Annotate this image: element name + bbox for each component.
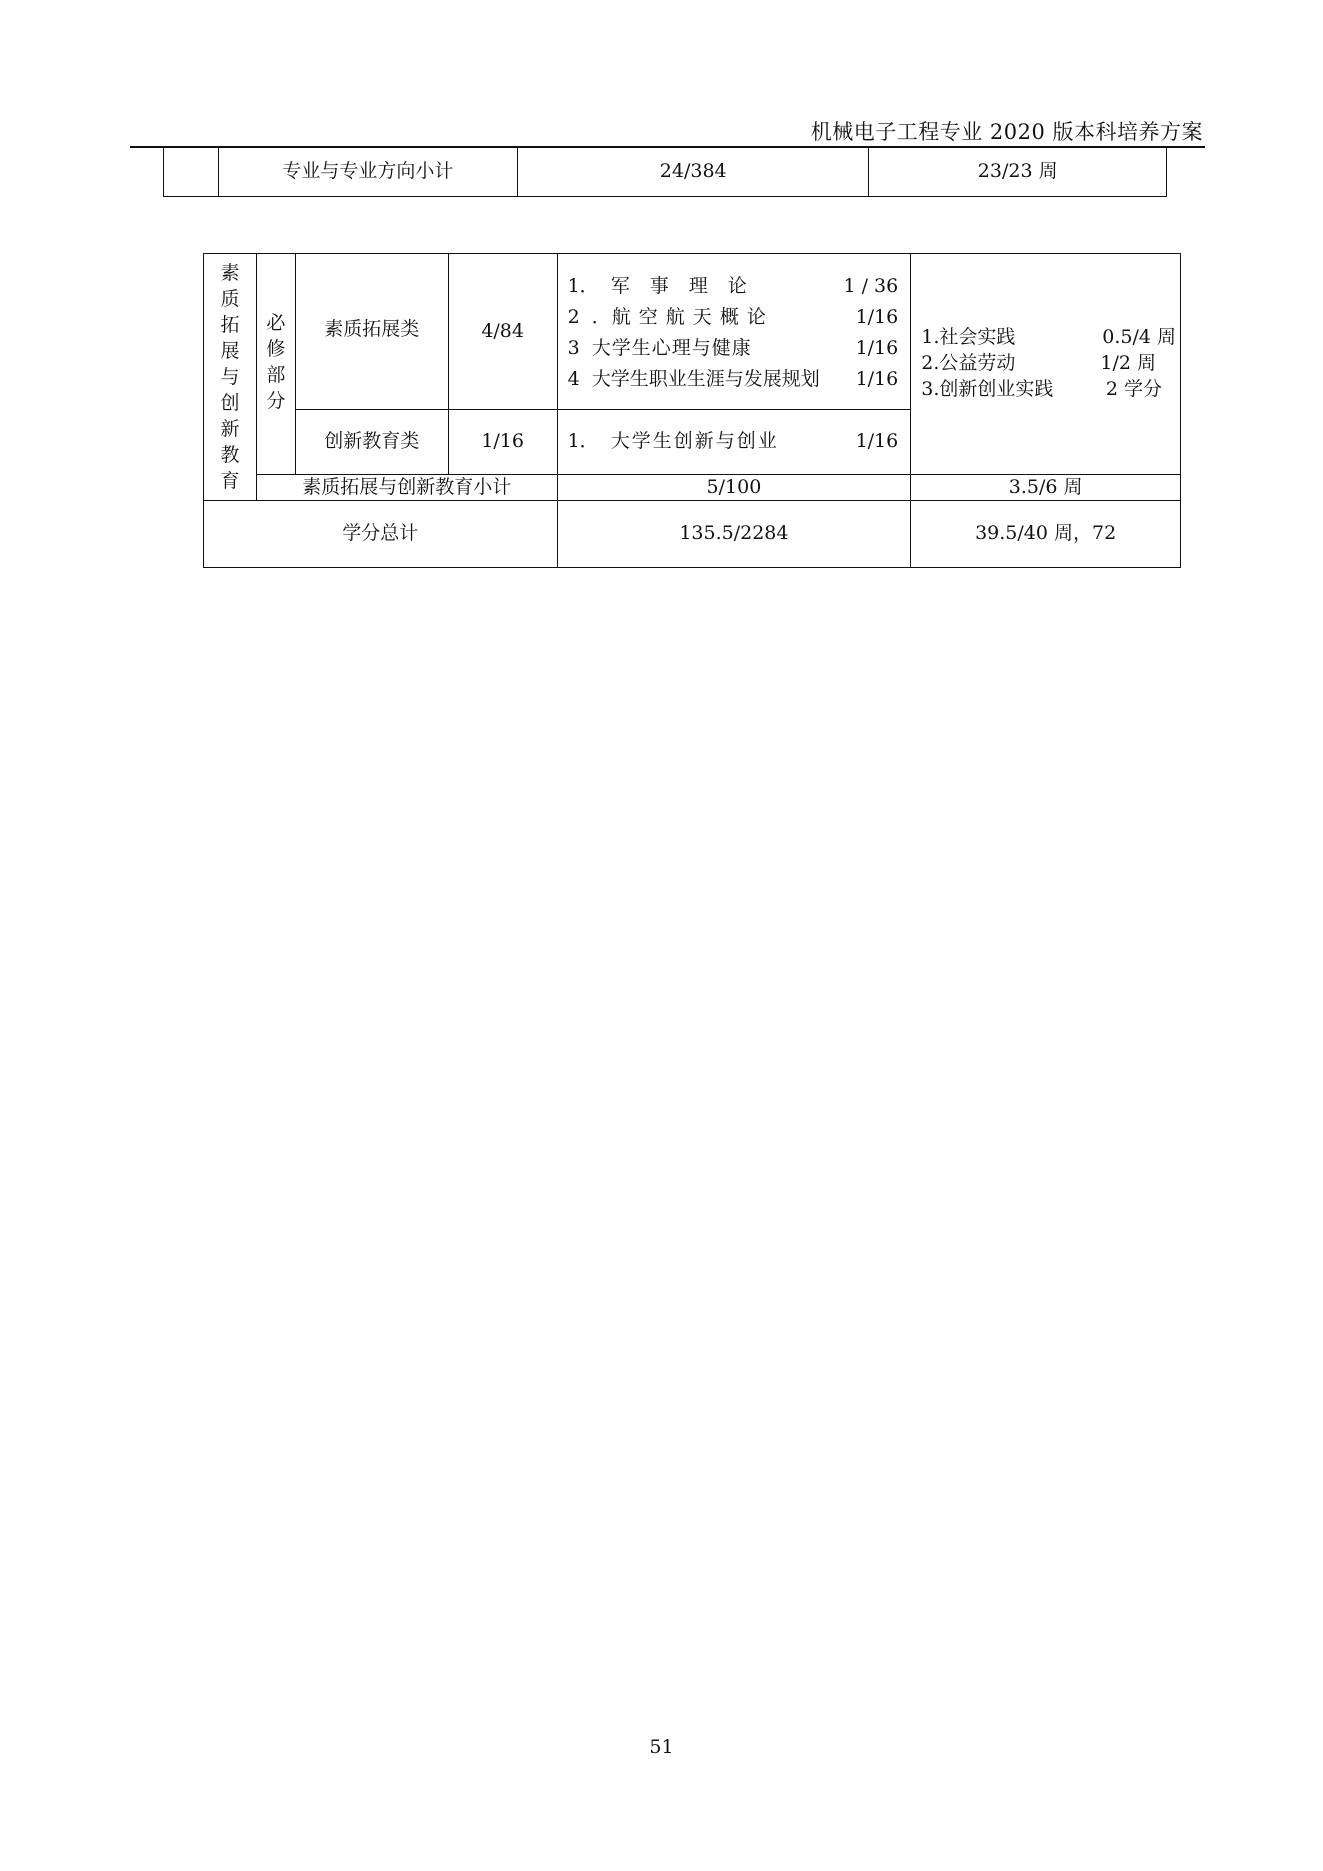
group-name-quality: 素质拓展类 (295, 254, 448, 410)
table-row (204, 501, 1181, 568)
subtotal-label: 素质拓展与创新教育小计 (256, 475, 557, 501)
course-list-innovation (557, 410, 911, 475)
group-credits-quality: 4/84 (448, 254, 557, 410)
subtotal-credits-hours: 5/100 (557, 475, 911, 501)
required-vertical-label: 必 修 部 分 (256, 254, 295, 475)
header-title: 机械电子工程专业 2020 版本科培养方案 (810, 120, 1203, 144)
group-name-innovation: 创新教育类 (295, 410, 448, 475)
page-number: 51 (649, 1736, 674, 1758)
list-item: 3 大学生心理与健康 1/16 (567, 337, 899, 360)
total-practice: 39.5/40 周，72 (911, 501, 1181, 568)
course-list-quality (557, 254, 911, 410)
subtotal-practice: 23/23 周 (869, 147, 1167, 197)
table-row (204, 475, 1181, 501)
subtotal-practice: 3.5/6 周 (911, 475, 1181, 501)
list-item: 2 ．航 空 航 天 概 论 1/16 (567, 306, 899, 329)
list-item: 2.公益劳动 1/2 周 (921, 352, 1156, 375)
subtotal-label: 专业与专业方向小计 (218, 147, 517, 197)
list-item: 4 大学生职业生涯与发展规划 1/16 (567, 368, 899, 391)
table-row (204, 254, 1181, 410)
list-item: 1.社会实践 0.5/4 周 (921, 326, 1176, 349)
list-item: 3.创新创业实践 2 学分 (921, 378, 1162, 401)
practice-list (911, 254, 1181, 475)
empty-cell (164, 147, 219, 197)
list-item: 1． 大学生创新与创业 1/16 (567, 430, 899, 453)
subtotal-credits-hours: 24/384 (518, 147, 869, 197)
table-row (164, 147, 1167, 197)
subtotal-table-top (163, 147, 1167, 197)
total-credits-hours: 135.5/2284 (557, 501, 911, 568)
category-vertical-label: 素 质 拓 展 与 创 新 教 育 (204, 254, 257, 501)
group-credits-innovation: 1/16 (448, 410, 557, 475)
quality-innovation-table (203, 253, 1181, 568)
list-item: 1． 军 事 理 论 1 / 36 (567, 275, 899, 298)
total-label: 学分总计 (204, 501, 558, 568)
